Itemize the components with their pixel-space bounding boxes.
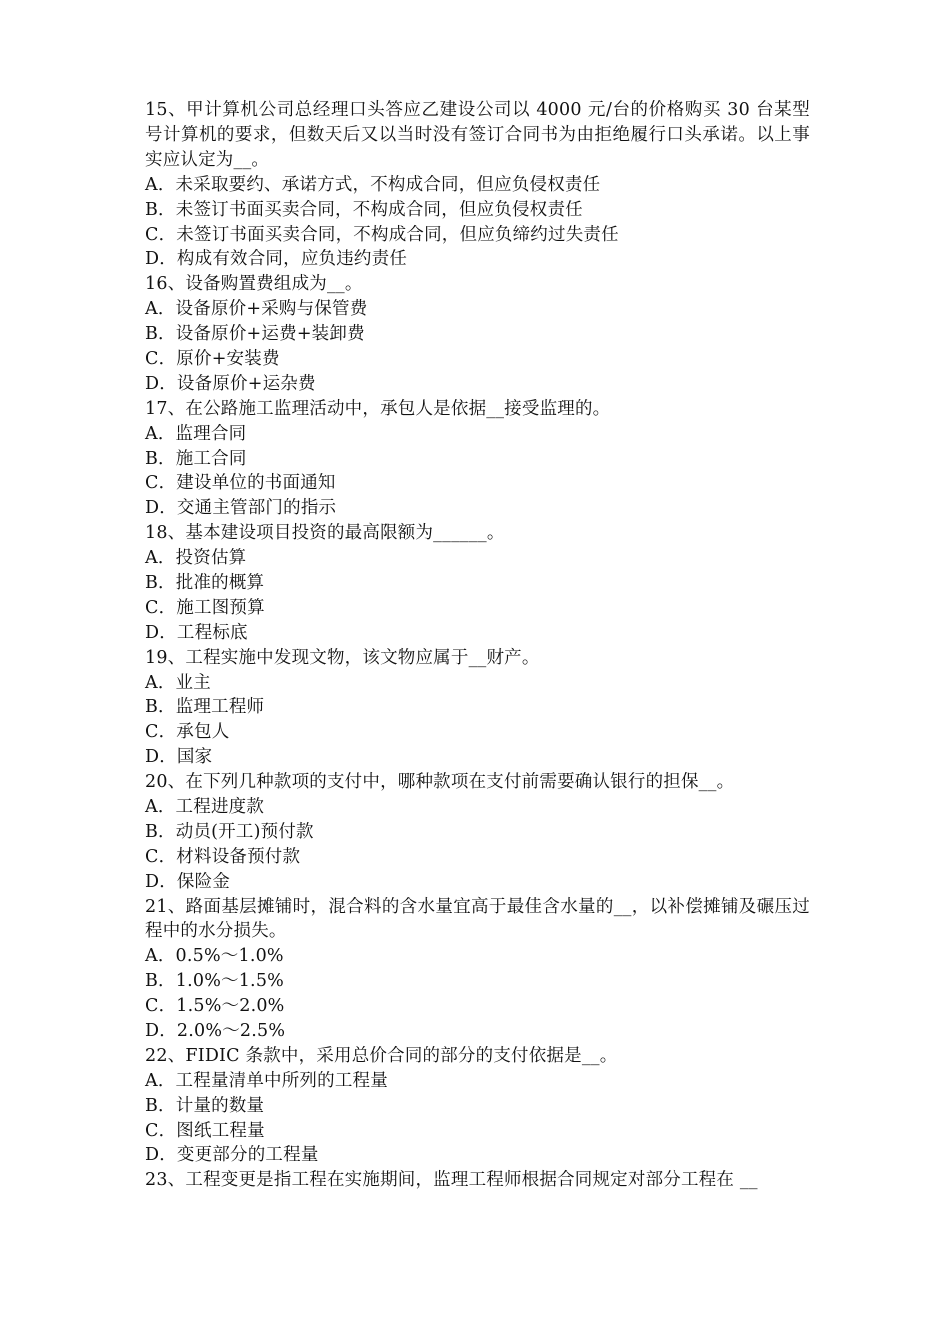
question-21 <box>145 895 810 1044</box>
question-16 <box>145 272 810 396</box>
option-c: C．原价+安装费 <box>145 348 280 369</box>
question-stem: 18、基本建设项目投资的最高限额为______。 <box>145 523 505 544</box>
question-20 <box>145 770 810 894</box>
option-a: A．0.5%～1.0% <box>145 946 284 967</box>
question-stem: 16、设备购置费组成为__。 <box>145 274 363 295</box>
option-a: A．未采取要约、承诺方式，不构成合同，但应负侵权责任 <box>145 174 601 195</box>
option-b: B．1.0%～1.5% <box>145 971 284 992</box>
option-a: A．监理合同 <box>145 423 247 444</box>
option-a: A．投资估算 <box>145 548 247 569</box>
option-b: B．监理工程师 <box>145 697 265 718</box>
question-stem: 19、工程实施中发现文物，该文物应属于__财产。 <box>145 647 540 668</box>
option-c: C．1.5%～2.0% <box>145 996 285 1017</box>
option-a: A．设备原价+采购与保管费 <box>145 299 368 320</box>
option-a: A．工程量清单中所列的工程量 <box>145 1070 388 1091</box>
option-c: C．图纸工程量 <box>145 1120 265 1141</box>
question-stem: 21、路面基层摊铺时，混合料的含水量宜高于最佳含水量的__，以补偿摊铺及碾压过程中的水分损失。 <box>145 896 810 942</box>
option-d: D．设备原价+运杂费 <box>145 373 316 394</box>
option-c: C．承包人 <box>145 722 230 743</box>
option-a: A．工程进度款 <box>145 796 265 817</box>
option-b: B．施工合同 <box>145 448 247 469</box>
option-d: D．国家 <box>145 747 213 768</box>
option-c: C．建设单位的书面通知 <box>145 473 336 494</box>
question-stem: 15、甲计算机公司总经理口头答应乙建设公司以 4000 元/台的价格购买 30 台某型号计算机的要求，但数天后又以当时没有签订合同书为由拒绝履行口头承诺。以上事实应认定为__。 <box>145 100 810 170</box>
question-18 <box>145 521 810 645</box>
question-15 <box>145 98 810 272</box>
option-d: D．变更部分的工程量 <box>145 1145 319 1166</box>
question-stem: 17、在公路施工监理活动中，承包人是依据__接受监理的。 <box>145 398 611 419</box>
option-b: B．计量的数量 <box>145 1095 265 1116</box>
option-d: D．工程标底 <box>145 622 248 643</box>
question-22 <box>145 1044 810 1168</box>
question-19 <box>145 646 810 770</box>
option-c: C．材料设备预付款 <box>145 846 301 867</box>
question-list <box>145 98 810 1193</box>
question-stem: 22、FIDIC 条款中，采用总价合同的部分的支付依据是__。 <box>145 1045 618 1066</box>
option-d: D．交通主管部门的指示 <box>145 498 337 519</box>
option-b: B．设备原价+运费+装卸费 <box>145 324 365 345</box>
option-b: B．动员(开工)预付款 <box>145 821 314 842</box>
option-c: C．未签订书面买卖合同，不构成合同，但应负缔约过失责任 <box>145 224 619 245</box>
option-a: A．业主 <box>145 672 211 693</box>
option-b: B．批准的概算 <box>145 572 265 593</box>
option-d: D．2.0%～2.5% <box>145 1021 286 1042</box>
option-d: D．构成有效合同，应负违约责任 <box>145 249 408 270</box>
question-stem: 20、在下列几种款项的支付中，哪种款项在支付前需要确认银行的担保__。 <box>145 772 735 793</box>
option-c: C．施工图预算 <box>145 597 265 618</box>
question-23 <box>145 1168 810 1193</box>
question-stem: 23、工程变更是指工程在实施期间，监理工程师根据合同规定对部分工程在 __ <box>145 1170 758 1191</box>
option-d: D．保险金 <box>145 871 231 892</box>
option-b: B．未签订书面买卖合同，不构成合同，但应负侵权责任 <box>145 199 583 220</box>
question-17 <box>145 397 810 521</box>
